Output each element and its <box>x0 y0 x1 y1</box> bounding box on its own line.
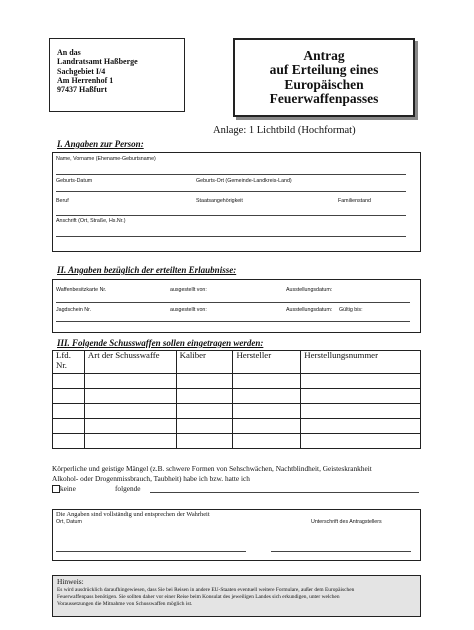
address-line: 97437 Haßfurt <box>57 85 107 95</box>
impairments-line: Alkohol- oder Drogenmissbrauch, Taubheit) habe ich bzw. hatte ich <box>52 474 250 483</box>
table-row[interactable] <box>53 404 421 419</box>
birth-field[interactable] <box>56 191 406 192</box>
table-row[interactable] <box>53 419 421 434</box>
none-checkbox[interactable] <box>52 485 60 493</box>
none-label: keine <box>60 484 76 493</box>
weapons-table <box>52 350 421 449</box>
attachment-note: Anlage: 1 Lichtbild (Hochformat) <box>213 125 356 136</box>
address-field[interactable] <box>56 236 406 237</box>
title-line: Feuerwaffenpasses <box>269 91 379 106</box>
occupation-field[interactable] <box>56 215 406 216</box>
title-line: Antrag <box>303 47 345 63</box>
name-field[interactable] <box>56 174 406 175</box>
issue-date-label: Ausstellungsdatum: <box>286 287 333 293</box>
issued-by-label: ausgestellt von: <box>170 307 207 313</box>
place-date-label: Ort, Datum <box>56 519 82 525</box>
column-header: Kaliber <box>176 351 233 374</box>
wbk-label: Waffenbesitzkarte Nr. <box>56 287 107 293</box>
name-label: Name, Vorname (Ehename-Geburtsname) <box>56 156 156 162</box>
marital-status-label: Familienstand <box>338 198 371 204</box>
notice-box <box>52 575 421 617</box>
section-3-heading: III. Folgende Schusswaffen sollen eingetragen werden: <box>57 338 264 348</box>
address-line: Am Herrenhof 1 <box>57 75 114 85</box>
hunting-license-label: Jagdschein Nr. <box>56 307 92 313</box>
address-line: Sachgebiet I/4 <box>57 66 106 76</box>
form-title-box <box>233 38 415 117</box>
wbk-field[interactable] <box>56 302 410 303</box>
column-header: Herstellungsnummer <box>301 351 421 374</box>
signature-label: Unterschrift des Antragstellers <box>311 519 382 525</box>
title-line: auf Erteilung eines <box>269 62 379 77</box>
issued-by-label: ausgestellt von: <box>170 287 207 293</box>
address-line: An das <box>57 48 81 57</box>
section-1-heading: I. Angaben zur Person: <box>57 139 144 149</box>
issue-date-label: Ausstellungsdatum: <box>286 307 333 313</box>
address-line: Landratsamt Haßberge <box>57 57 138 67</box>
recipient-address-box <box>49 38 185 112</box>
table-row[interactable] <box>53 374 421 389</box>
notice-line: Voraussetzungen die Mitnahme von Schusswaffen möglich ist. <box>57 601 193 608</box>
occupation-label: Beruf <box>56 198 69 204</box>
signature-box <box>52 509 421 561</box>
notice-text <box>57 587 416 609</box>
column-header: Hersteller <box>233 351 301 374</box>
nationality-label: Staatsangehörigkeit <box>196 198 243 204</box>
place-date-field[interactable] <box>56 551 246 552</box>
impairments-field[interactable] <box>150 492 419 493</box>
hunting-license-field[interactable] <box>56 321 410 322</box>
notice-line: Es wird ausdrücklich daraufhingewiesen, dass Sie bei Reisen in andere EU-Staaten eventuell weitere Formulare, außer dem Europäischen <box>57 587 355 593</box>
address-label: Anschrift (Ort, Straße, Hs.Nr.) <box>56 218 126 224</box>
birthdate-label: Geburts-Datum <box>56 178 93 184</box>
personal-data-box <box>52 152 421 252</box>
birthplace-label: Geburts-Ort (Gemeinde-Landkreis-Land) <box>196 178 292 184</box>
permits-box <box>52 279 421 333</box>
valid-until-label: Gültig bis: <box>339 307 363 313</box>
column-header: Art der Schusswaffe <box>84 351 176 374</box>
table-row[interactable] <box>53 434 421 449</box>
table-row[interactable] <box>53 389 421 404</box>
signature-field[interactable] <box>271 551 411 552</box>
notice-title: Hinweis: <box>57 577 84 586</box>
following-label: folgende <box>115 484 141 493</box>
table-header-row <box>53 351 421 374</box>
column-header: Lfd. Nr. <box>53 351 85 374</box>
truth-statement: Die Angaben sind vollständig und entsprechen der Wahrheit <box>56 511 210 518</box>
impairments-line: Körperliche und geistige Mängel (z.B. schwere Formen von Sehschwächen, Nachtblindheit, Geisteskrankheit <box>52 464 372 473</box>
notice-line: Feuerwaffenpass benötigen. Sie sollten daher vor einer Reise beim Konsulat des jeweiligen Landes sich erkundigen, unter welchen <box>57 594 340 601</box>
title-line: Europäischen <box>284 76 364 92</box>
impairments-statement <box>52 464 372 494</box>
section-2-heading: II. Angaben bezüglich der erteilten Erlaubnisse: <box>57 265 237 275</box>
